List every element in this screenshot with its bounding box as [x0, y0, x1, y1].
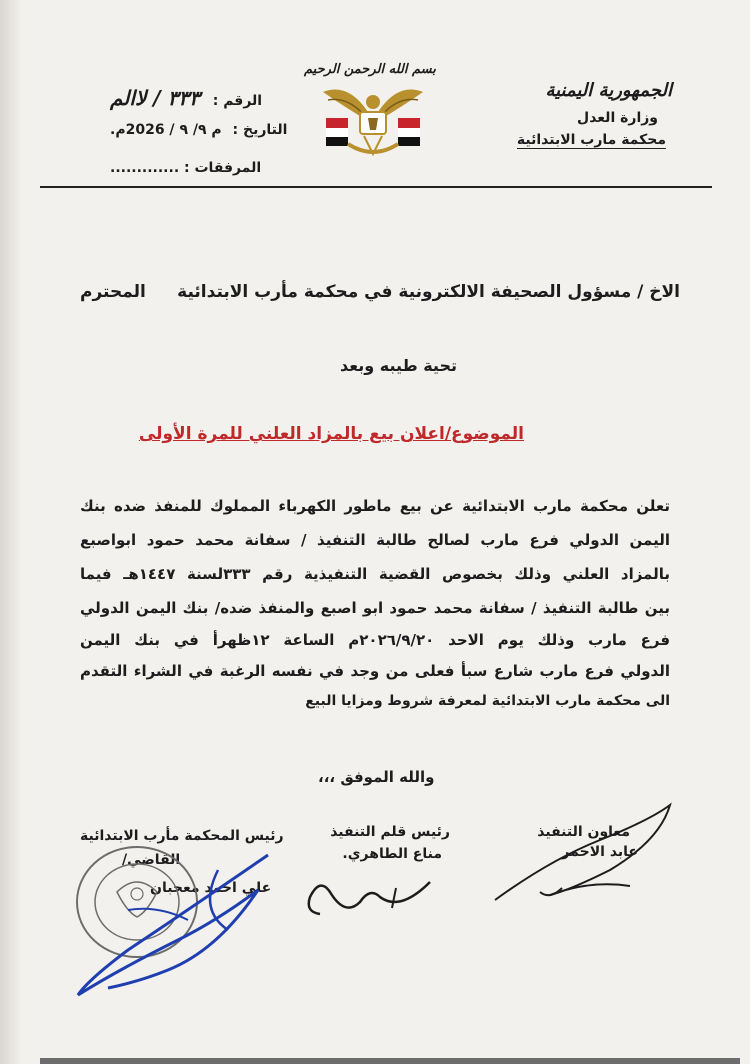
header-divider	[40, 186, 712, 188]
reference-number	[110, 86, 262, 110]
signature-col1-name: عابد الاحمر	[561, 844, 638, 860]
greeting: تحية طيبه وبعد	[340, 356, 457, 375]
judge-signature-icon	[68, 850, 278, 1000]
body-line-5: فرع مارب وذلك يوم الاحد ٢٠٢٦/٩/٢٠م الساعة ١٢ظهرأ في بنك اليمن	[80, 631, 671, 649]
signature-col1-title: معاون التنفيذ	[537, 824, 630, 840]
court-name: محكمة مارب الابتدائية	[516, 132, 666, 148]
reference-number-value: ٣٣٣ / لاالم	[110, 86, 200, 110]
document-date-value: م ٩/ ٩ / 2026م.	[110, 122, 222, 138]
country-name: الجمهورية اليمنية	[545, 80, 672, 101]
yemen-emblem-icon	[318, 82, 428, 162]
subject-line: الموضوع/اعلان بيع بالمزاد العلني للمرة الأولى	[138, 424, 524, 444]
basmala: بسم الله الرحمن الرحيم	[304, 62, 436, 77]
body-line-1: تعلن محكمة مارب الابتدائية عن بيع ماطور الكهرباء المملوك للمنفذ ضده بنك	[80, 497, 670, 515]
attachments-label: المرفقات :	[184, 160, 262, 176]
document-date	[110, 122, 287, 138]
body-line-7: الى محكمة مارب الابتدائية لمعرفة شروط ومزايا البيع	[305, 693, 670, 709]
reference-number-label: الرقم :	[212, 93, 263, 109]
body-line-6: الدولي فرع مارب شارع سبأ فعلى من وجد في نفسه الرغبة في الشراء التقدم	[80, 662, 670, 680]
attachments-value: .............	[110, 160, 180, 176]
signature-col3-title: رئيس المحكمة مأرب الابتدائية	[80, 828, 284, 844]
body-line-3: بالمزاد العلني وذلك بخصوص القضية التنفيذية رقم ٣٣٣لسنة ١٤٤٧هـ فيما	[80, 565, 670, 583]
addressee-honorific: المحترم	[80, 282, 146, 302]
bottom-edge	[40, 1058, 740, 1064]
signature-col2-name: مناع الطاهري.	[342, 846, 442, 862]
body-line-2: اليمن الدولي فرع مارب لصالح طالبة التنفيذ / سفانة محمد حمود ابواصبع	[80, 531, 670, 549]
document-date-label: التاريخ :	[232, 122, 288, 138]
signature-col2-icon	[300, 862, 440, 922]
signature-col3-name: علي احمد معجبان	[150, 880, 272, 896]
ministry-name: وزارة العدل	[577, 110, 658, 126]
closing: والله الموفق ،،،	[318, 768, 435, 786]
attachments	[110, 160, 261, 176]
body-line-4: بين طالبة التنفيذ / سفانة محمد حمود ابو اصبع والمنفذ ضده/ بنك اليمن الدولي	[80, 599, 670, 617]
signature-col2-title: رئيس قلم التنفيذ	[330, 824, 450, 840]
signature-col1-icon	[490, 800, 690, 910]
signature-col3-role: القاضي/	[122, 852, 181, 868]
addressee-line: الاخ / مسؤول الصحيفة الالكترونية في محكمة مأرب الابتدائية	[177, 282, 680, 302]
